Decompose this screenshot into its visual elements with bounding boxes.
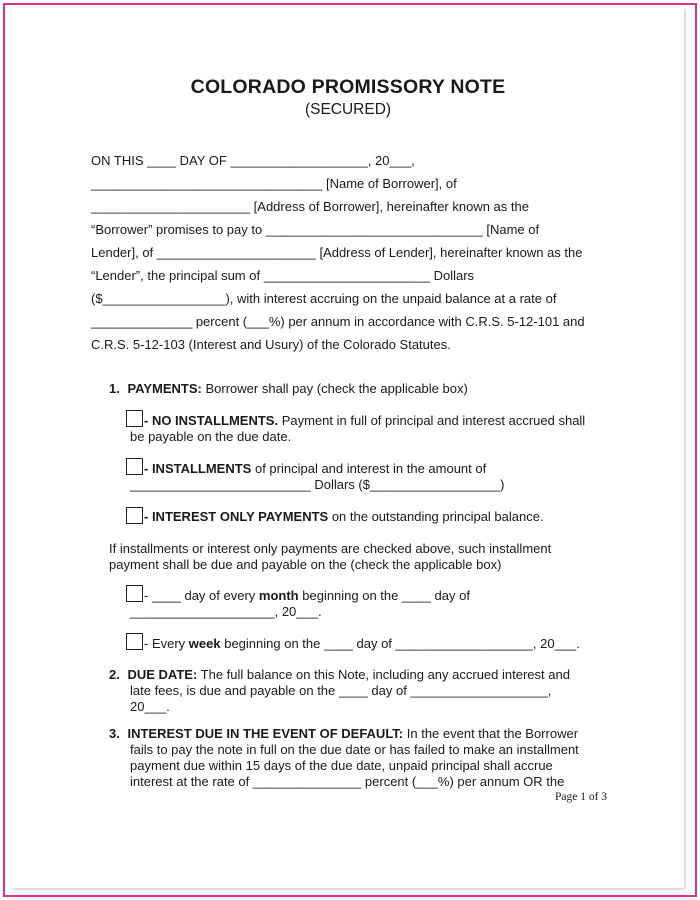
monthly-date-line: ____________________, 20___. — [130, 604, 322, 619]
intro-line-8: ______________ percent (___%) per annum in accordance with C.R.S. 5-12-101 and — [91, 314, 585, 329]
intro-line-7: ($_________________), with interest accruing on the unpaid balance at a rate of — [91, 291, 557, 306]
no-installments-option — [144, 413, 585, 429]
section-1-number: 1. — [109, 381, 120, 396]
installments-option — [144, 461, 486, 477]
intro-line-6: “Lender”, the principal sum of _______________________ Dollars — [91, 268, 475, 283]
intro-line-9: C.R.S. 5-12-103 (Interest and Usury) of the Colorado Statutes. — [91, 337, 451, 352]
document-title: COLORADO PROMISSORY NOTE — [190, 76, 506, 98]
page-number: Page 1 of 3 — [555, 791, 608, 803]
interest-only-text: on the outstanding principal balance. — [328, 509, 544, 524]
section-2-line-3: 20___. — [130, 699, 170, 714]
section-2-line-2: late fees, is due and payable on the ____ day of ___________________, — [130, 683, 552, 698]
section-3-text: In the event that the Borrower — [403, 726, 579, 741]
schedule-intro-line-2: payment shall be due and payable on the (check the applicable box) — [109, 557, 502, 572]
weekly-option — [144, 636, 580, 652]
section-3-heading: INTEREST DUE IN THE EVENT OF DEFAULT: — [127, 726, 404, 741]
section-1-heading: PAYMENTS: — [127, 381, 202, 396]
weekly-keyword: week — [188, 636, 221, 651]
intro-line-5: Lender], of ______________________ [Address of Lender], hereinafter known as the — [91, 245, 583, 260]
section-2-number: 2. — [109, 667, 120, 682]
installments-amount-line: _________________________ Dollars ($__________________) — [130, 477, 505, 492]
installments-checkbox[interactable] — [126, 458, 143, 475]
monthly-option — [144, 588, 470, 604]
document-page — [12, 8, 684, 888]
weekly-text-post: beginning on the ____ day of ___________________, 20___. — [220, 636, 580, 651]
installments-text: of principal and interest in the amount of — [251, 461, 487, 476]
interest-only-checkbox[interactable] — [126, 507, 143, 524]
section-3-line-1 — [109, 726, 578, 742]
section-1-header — [109, 381, 468, 397]
section-3-number: 3. — [109, 726, 120, 741]
no-installments-label: - NO INSTALLMENTS. — [144, 413, 279, 428]
interest-only-option — [144, 509, 544, 525]
interest-only-label: - INTEREST ONLY PAYMENTS — [144, 509, 329, 524]
monthly-text-post: beginning on the ____ day of — [298, 588, 470, 603]
section-2-line-1 — [109, 667, 570, 683]
monthly-keyword: month — [258, 588, 299, 603]
section-3-line-3: payment due within 15 days of the due date, unpaid principal shall accrue — [130, 758, 553, 773]
weekly-text-pre: - Every — [144, 636, 189, 651]
section-3-line-2: fails to pay the note in full on the due date or has failed to make an installment — [130, 742, 579, 757]
installments-label: - INSTALLMENTS — [144, 461, 252, 476]
section-2-text: The full balance on this Note, including any accrued interest and — [197, 667, 570, 682]
section-2-heading: DUE DATE: — [127, 667, 198, 682]
intro-line-2: ________________________________ [Name of Borrower], of — [91, 176, 457, 191]
monthly-text-pre: - ____ day of every — [144, 588, 259, 603]
section-1-text: Borrower shall pay (check the applicable box) — [201, 381, 468, 396]
intro-line-3: ______________________ [Address of Borrower], hereinafter known as the — [91, 199, 529, 214]
section-3-line-4: interest at the rate of _______________ percent (___%) per annum OR the — [130, 774, 565, 789]
no-installments-text: Payment in full of principal and interest accrued shall — [278, 413, 586, 428]
weekly-checkbox[interactable] — [126, 633, 143, 650]
monthly-checkbox[interactable] — [126, 585, 143, 602]
no-installments-checkbox[interactable] — [126, 410, 143, 427]
schedule-intro-line-1: If installments or interest only payments are checked above, such installment — [109, 541, 552, 556]
intro-line-1: ON THIS ____ DAY OF ___________________, 20___, — [91, 153, 415, 168]
no-installments-text-line2: be payable on the due date. — [130, 429, 292, 444]
intro-line-4: “Borrower” promises to pay to ______________________________ [Name of — [91, 222, 540, 237]
document-subtitle: (SECURED) — [304, 101, 392, 118]
